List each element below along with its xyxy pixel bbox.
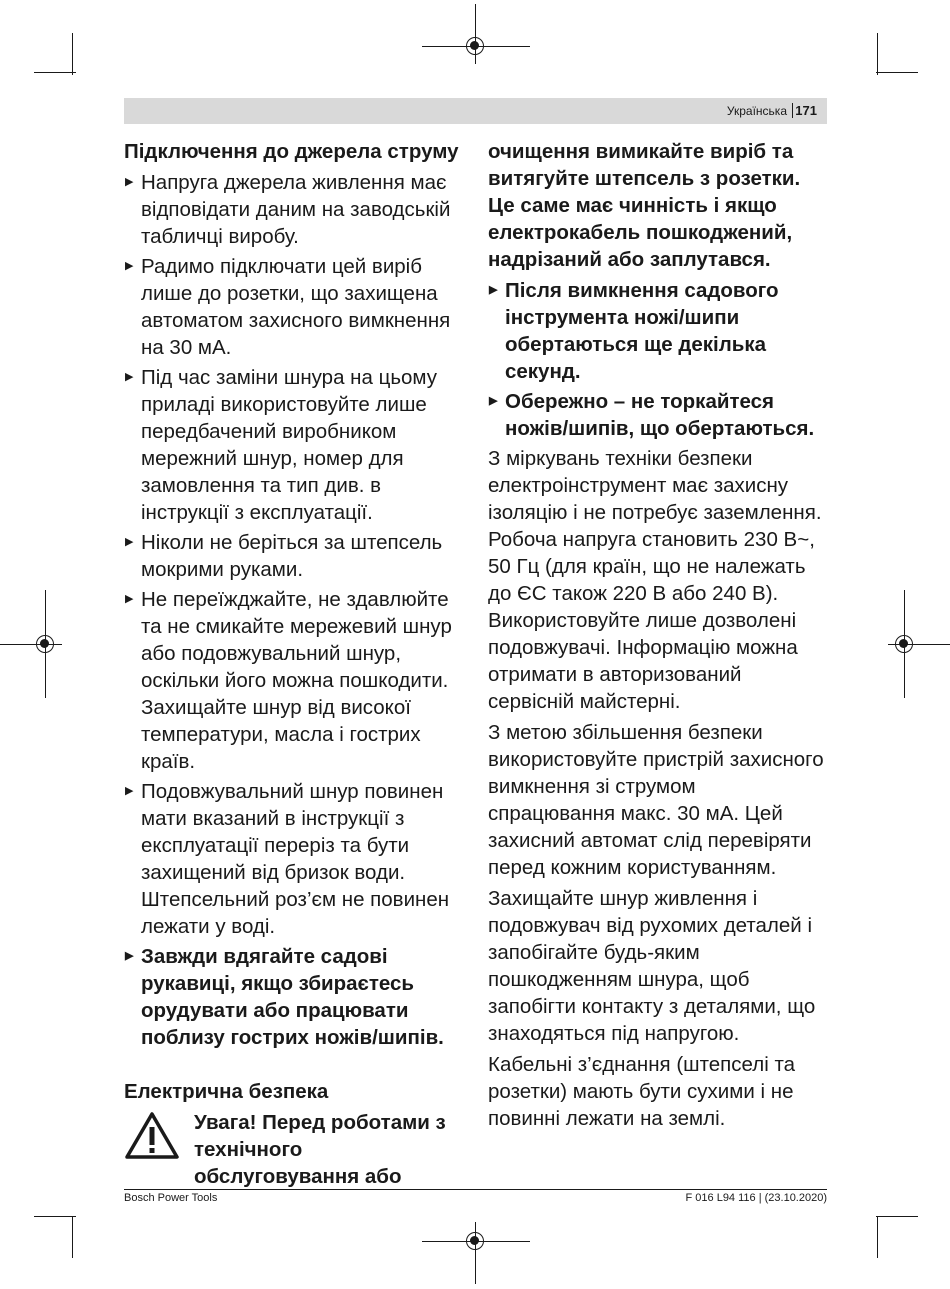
section-title: Електрична безпека bbox=[124, 1080, 329, 1103]
crop-mark bbox=[72, 33, 73, 75]
registration-target-icon bbox=[466, 37, 484, 55]
warning-block bbox=[124, 1109, 469, 1190]
list-item-text: Під час заміни шнура на цьому приладі використовуйте лише передбачений виробником мережний шнур, номер для замовлення та тип див. в інструкції з експлуатації. bbox=[141, 366, 437, 524]
crop-mark bbox=[34, 1216, 76, 1217]
paragraph: Захищайте шнур живлення і подовжувач від рухомих деталей і запобігайте будь-яким пошкодженням шнура, щоб запобігти контакту з деталями, що знаходяться під напругою. bbox=[488, 887, 816, 1045]
list-item-text: Напруга джерела живлення має відповідати даним на заводській табличці виробу. bbox=[141, 171, 451, 248]
list-item bbox=[124, 364, 469, 526]
page-header bbox=[124, 98, 827, 124]
bullet-arrow-icon: ▶ bbox=[125, 950, 134, 962]
warning-continuation: очищення вимикайте виріб та витягуйте штепсель з розетки. Це саме має чинність і якщо електрокабель пошкоджений, надрізаний або заплутався. bbox=[488, 140, 801, 271]
bullet-arrow-icon: ▶ bbox=[125, 371, 134, 383]
list-item-text: Радимо підключати цей виріб лише до розетки, що захищена автоматом захисного вимкнення на 30 мА. bbox=[141, 255, 451, 359]
left-column bbox=[124, 138, 469, 1190]
list-item bbox=[124, 586, 469, 775]
header-divider bbox=[792, 103, 793, 118]
list-item-text: Подовжувальний шнур повинен мати вказаний в інструкції з експлуатації переріз та бути захищений від бризок води. Штепсельний роз’єм не повинен лежати у воді. bbox=[141, 780, 450, 938]
list-item-text: Після вимкнення садового інструмента ножі/шипи обертаються ще декілька секунд. bbox=[505, 279, 779, 383]
bullet-arrow-icon: ▶ bbox=[489, 284, 498, 296]
paragraph: З метою збільшення безпеки використовуйте пристрій захисного вимкнення зі струмом спрацювання макс. 30 мА. Цей захисний автомат слід перевіряти перед кожним користуванням. bbox=[488, 721, 824, 879]
registration-target-icon bbox=[36, 635, 54, 653]
list-item-warning bbox=[488, 388, 828, 442]
list-item-text: Ніколи не беріться за штепсель мокрими руками. bbox=[141, 531, 443, 581]
bullet-arrow-icon: ▶ bbox=[125, 536, 134, 548]
crop-mark bbox=[34, 72, 76, 73]
bullet-arrow-icon: ▶ bbox=[125, 785, 134, 797]
crop-mark bbox=[876, 72, 918, 73]
list-item bbox=[124, 778, 469, 940]
warning-text: Увага! Перед роботами з технічного обслуговування або bbox=[194, 1111, 446, 1188]
footer-brand: Bosch Power Tools bbox=[124, 1192, 218, 1204]
bullet-arrow-icon: ▶ bbox=[125, 260, 134, 272]
section-title: Підключення до джерела струму bbox=[124, 140, 459, 163]
crop-mark bbox=[877, 1216, 878, 1258]
list-item bbox=[124, 529, 469, 583]
warning-triangle-icon bbox=[124, 1109, 194, 1190]
registration-line bbox=[475, 4, 476, 64]
page-number: 171 bbox=[795, 103, 817, 118]
crop-mark bbox=[877, 33, 878, 75]
paragraph: З міркувань техніки безпеки електроінструмент має захисну ізоляцію і не потребує заземлення. Робоча напруга становить 230 В~, 50 Гц (для країн, що не належать до ЄС також 220 В або 240 В). Використовуйте лише дозволені подовжувачі. Інформацію можна отримати в авторизований сервісній майстерні. bbox=[488, 447, 822, 713]
bullet-arrow-icon: ▶ bbox=[125, 593, 134, 605]
registration-target-icon bbox=[895, 635, 913, 653]
bullet-arrow-icon: ▶ bbox=[489, 395, 498, 407]
list-item-text: Не переїжджайте, не здавлюйте та не смикайте мережевий шнур або подовжувальний шнур, оскільки його можна пошкодити. Захищайте шнур від високої температури, масла і гострих країв. bbox=[141, 588, 452, 773]
footer-doc-id: F 016 L94 116 | (23.10.2020) bbox=[685, 1192, 827, 1204]
registration-target-icon bbox=[466, 1232, 484, 1250]
header-language: Українська bbox=[726, 104, 787, 118]
list-item-text: Завжди вдягайте садові рукавиці, якщо збираєтесь орудувати або працювати поблизу гострих ножів/шипів. bbox=[141, 945, 444, 1049]
list-item bbox=[124, 253, 469, 361]
crop-mark bbox=[876, 1216, 918, 1217]
list-item-warning bbox=[124, 943, 469, 1051]
list-item-warning bbox=[488, 277, 828, 385]
right-column bbox=[488, 138, 828, 1136]
bullet-arrow-icon: ▶ bbox=[125, 176, 134, 188]
list-item bbox=[124, 169, 469, 250]
footer-rule bbox=[124, 1189, 827, 1190]
crop-mark bbox=[72, 1216, 73, 1258]
paragraph: Кабельні з’єднання (штепселі та розетки) мають бути сухими і не повинні лежати на землі. bbox=[488, 1053, 795, 1130]
list-item-text: Обережно – не торкайтеся ножів/шипів, що обертаються. bbox=[505, 390, 815, 440]
